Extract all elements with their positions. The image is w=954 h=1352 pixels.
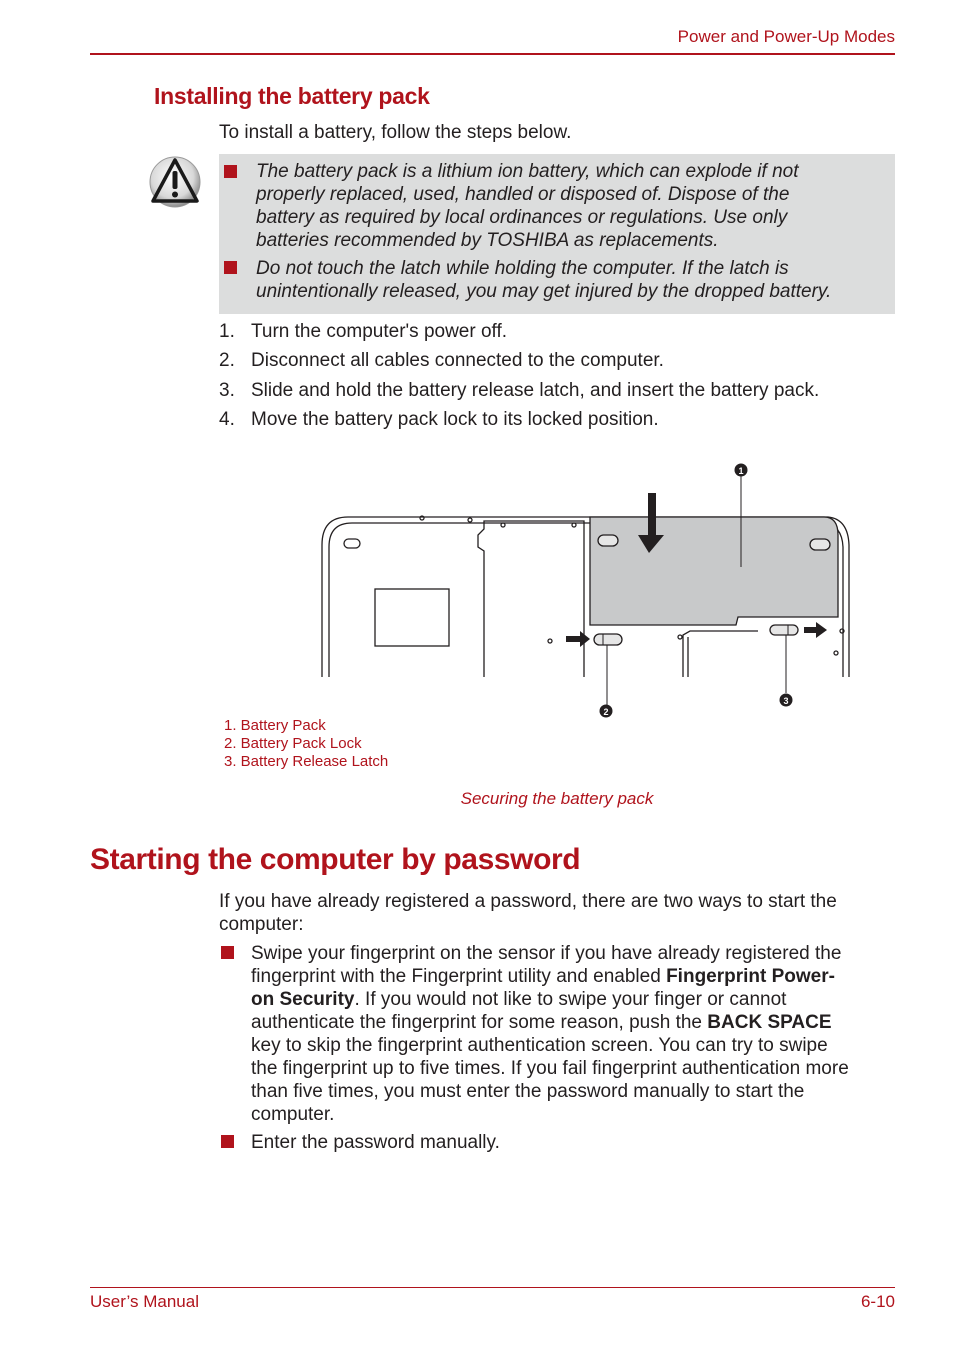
bold-term: on Security (251, 989, 355, 1010)
warning-item-1 (256, 160, 886, 252)
bullet-line: than five times, you must enter the password manually to start the (251, 1081, 805, 1102)
step-text: Disconnect all cables connected to the computer. (251, 350, 664, 371)
bullet-line (251, 1011, 895, 1034)
bullet-square (221, 946, 234, 959)
step-number: 2. (219, 350, 235, 371)
legend-item: 2. Battery Pack Lock (224, 735, 362, 752)
step-number: 3. (219, 380, 235, 401)
bullet-text: authenticate the fingerprint for some reason, push the (251, 1012, 708, 1033)
figure-caption: Securing the battery pack (460, 789, 654, 808)
bullet-square (224, 165, 237, 178)
battery-grip-right (810, 539, 830, 550)
battery-lock (594, 634, 622, 645)
step-number: 4. (219, 409, 235, 430)
running-header: Power and Power-Up Modes (677, 27, 895, 46)
bullet-line (251, 965, 895, 988)
bullet-square (221, 1135, 234, 1148)
step-text: Move the battery pack lock to its locked position. (251, 409, 659, 430)
warning-triangle-icon (148, 155, 202, 209)
intro-line: computer: (219, 914, 304, 935)
battery-installation-figure (318, 455, 858, 725)
legend-item: 3. Battery Release Latch (224, 753, 389, 770)
step-text: Slide and hold the battery release latch, and insert the battery pack. (251, 380, 820, 401)
bullet-line: computer. (251, 1104, 335, 1125)
fingerprint-bullet (251, 942, 895, 1126)
intro-text: To install a battery, follow the steps below. (219, 122, 572, 143)
section-heading: Installing the battery pack (154, 83, 430, 109)
page-number: 6-10 (860, 1292, 895, 1311)
manual-password-bullet: Enter the password manually. (251, 1132, 500, 1153)
step-item (219, 321, 507, 343)
foot-oval (344, 539, 360, 548)
footer-rule (90, 1287, 895, 1288)
bullet-line: the fingerprint up to five times. If you fail fingerprint authentication more (251, 1058, 849, 1079)
intro-line: If you have already registered a password, there are two ways to start the (219, 891, 837, 912)
battery-release-latch (770, 625, 798, 635)
step-item (219, 350, 664, 372)
callout-number-3: 3 (783, 696, 789, 706)
battery-pack-shape (590, 517, 838, 625)
callout-number-1: 1 (738, 466, 744, 476)
lock-arrow (566, 631, 590, 647)
bold-term: Fingerprint Power- (666, 966, 835, 987)
warning-line: properly replaced, used, handled or disposed of. Dispose of the (256, 184, 790, 205)
warning-line: unintentionally released, you may get injured by the dropped battery. (256, 281, 832, 302)
memory-cover (375, 589, 449, 646)
callout-number-2: 2 (603, 707, 609, 717)
latch-arrow (804, 622, 827, 638)
page-heading: Starting the computer by password (90, 843, 581, 876)
warning-line: batteries recommended by TOSHIBA as replacements. (256, 230, 719, 251)
bullet-line: key to skip the fingerprint authentication screen. You can try to swipe (251, 1035, 828, 1056)
footer-left: User’s Manual (90, 1292, 199, 1311)
warning-line: The battery pack is a lithium ion battery, which can explode if not (256, 161, 799, 182)
bullet-line (251, 988, 895, 1011)
step-item (219, 409, 659, 431)
bold-term: BACK SPACE (707, 1012, 832, 1033)
password-intro (219, 890, 837, 936)
bullet-text: . If you would not like to swipe your finger or cannot (354, 989, 787, 1010)
legend-item: 1. Battery Pack (224, 717, 326, 734)
warning-item-2 (256, 257, 886, 303)
warning-line: battery as required by local ordinances or regulations. Use only (256, 207, 788, 228)
step-text: Turn the computer's power off. (251, 321, 508, 342)
warning-note-box (219, 154, 895, 314)
middle-panel (478, 521, 584, 677)
bullet-square (224, 261, 237, 274)
battery-grip-left (598, 535, 618, 546)
header-rule (90, 53, 895, 55)
step-item (219, 380, 819, 402)
bullet-line: Swipe your fingerprint on the sensor if you have already registered the (251, 943, 842, 964)
warning-line: Do not touch the latch while holding the computer. If the latch is (256, 258, 789, 279)
step-number: 1. (219, 321, 235, 342)
bullet-text: fingerprint with the Fingerprint utility and enabled (251, 966, 667, 987)
